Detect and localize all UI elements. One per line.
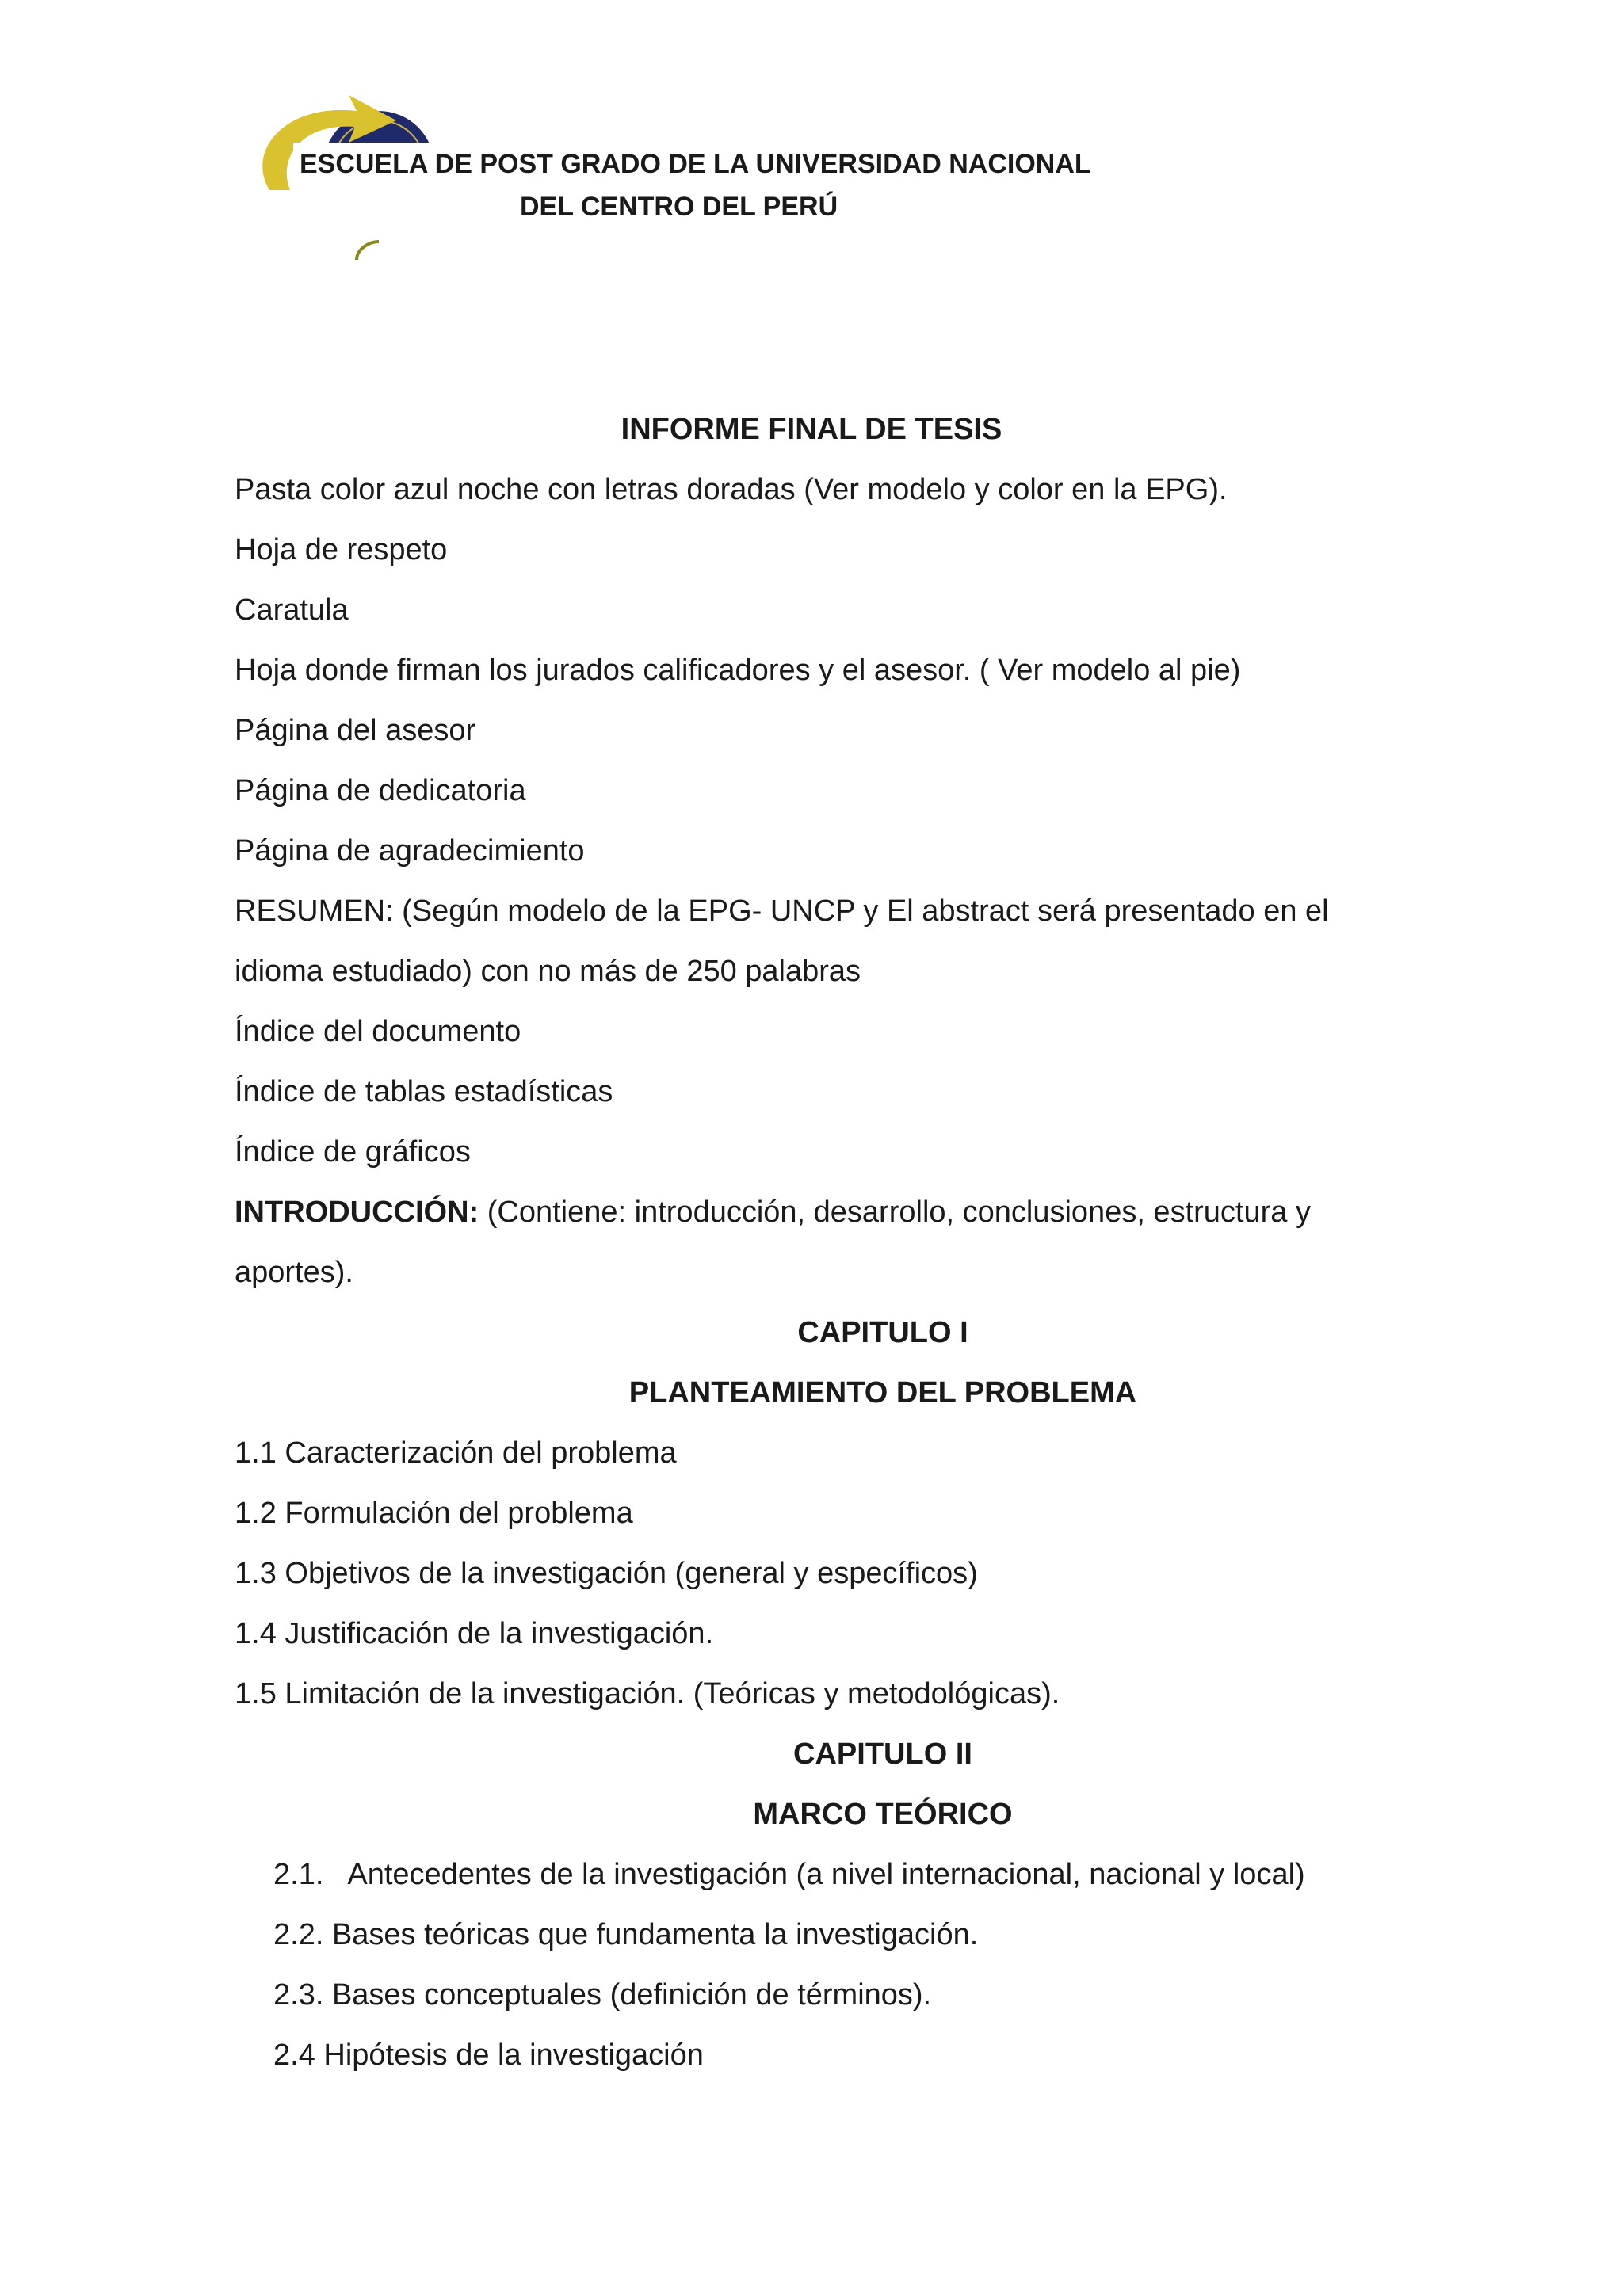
introduction-text: (Contiene: introducción, desarrollo, conclusiones, estructura y [479,1196,1311,1229]
chapter2-item-number: 2.1. [273,1858,324,1891]
chapter2-item-text: Antecedentes de la investigación (a nivel internacional, nacional y local) [347,1858,1305,1891]
chapter1-item: 1.4 Justificación de la investigación. [235,1617,714,1650]
chapter1-item: 1.3 Objetivos de la investigación (general y específicos) [235,1557,978,1590]
list-item: Pasta color azul noche con letras doradas (Ver modelo y color en la EPG). [235,473,1228,506]
chapter1-item: 1.5 Limitación de la investigación. (Teóricas y metodológicas). [235,1677,1060,1711]
chapter2-item: 2.4 Hipótesis de la investigación [273,2039,704,2072]
introduction-label: INTRODUCCIÓN: [235,1196,479,1229]
list-item: Caratula [235,593,349,627]
chapter1-heading: CAPITULO I [797,1316,968,1349]
chapter2-item: 2.2. Bases teóricas que fundamenta la investigación. [273,1918,979,1951]
list-item: idioma estudiado) con no más de 250 palabras [235,955,861,988]
institution-name-line2: DEL CENTRO DEL PERÚ [520,192,838,222]
list-item: Página de agradecimiento [235,834,585,868]
chapter1-item: 1.2 Formulación del problema [235,1497,633,1530]
document-title: INFORME FINAL DE TESIS [621,413,1002,446]
list-item: Índice de gráficos [235,1135,471,1169]
introduction-continuation: aportes). [235,1256,353,1289]
chapter1-subheading: PLANTEAMIENTO DEL PROBLEMA [628,1376,1137,1409]
list-item: Índice del documento [235,1015,521,1048]
chapter2-item: 2.3. Bases conceptuales (definición de términos). [273,1978,932,2012]
chapter1-item: 1.1 Caracterización del problema [235,1436,677,1470]
chapter2-item [273,1857,1305,1892]
list-item: Página del asesor [235,714,476,747]
chapter2-subheading: MARCO TEÓRICO [753,1798,1013,1831]
list-item: Página de dedicatoria [235,774,526,807]
list-item: Hoja de respeto [235,533,448,566]
list-item: RESUMEN: (Según modelo de la EPG- UNCP y El abstract será presentado en el [235,894,1329,928]
document-header [238,79,1109,277]
list-item: Índice de tablas estadísticas [235,1075,613,1108]
introduction-line [235,1195,1311,1230]
chapter2-heading: CAPITULO II [793,1737,972,1771]
list-item: Hoja donde firman los jurados calificadores y el asesor. ( Ver modelo al pie) [235,654,1241,687]
institution-name-line1: ESCUELA DE POST GRADO DE LA UNIVERSIDAD NACIONAL [300,149,1091,179]
